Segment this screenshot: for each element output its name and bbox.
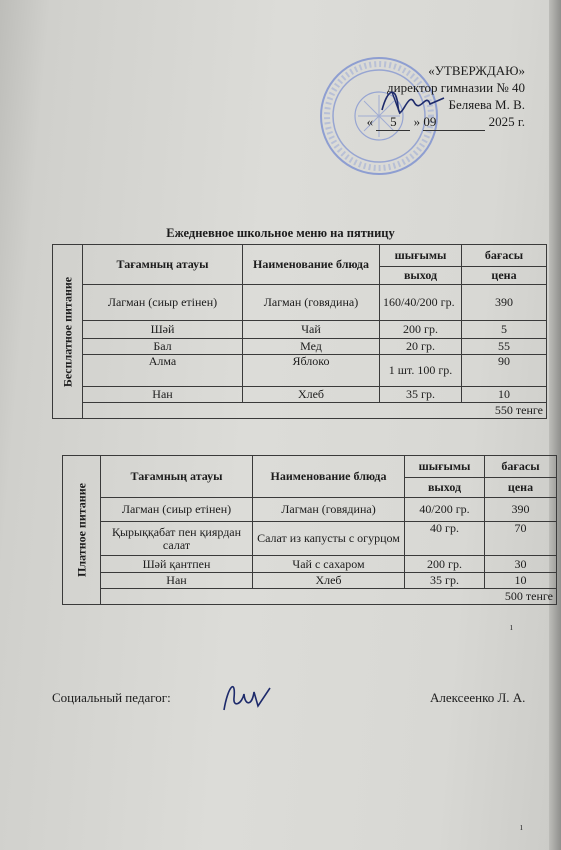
free-meals-side-label: Бесплатное питание	[60, 276, 74, 387]
dish-kz: Алма	[83, 355, 243, 387]
table-row	[53, 355, 547, 387]
dish-kz: Нан	[101, 573, 253, 589]
free-meals-side-label-cell	[53, 245, 83, 419]
dish-output: 40 гр.	[405, 522, 485, 556]
header-price-kz: бағасы	[462, 245, 547, 267]
dish-kz: Нан	[83, 387, 243, 403]
page-edge-shadow	[549, 0, 561, 850]
dish-kz: Қырыққабат пен қиярдан салат	[101, 522, 253, 556]
pedagog-signature	[218, 676, 274, 716]
social-pedagog-label: Социальный педагог:	[52, 690, 171, 705]
dish-kz: Лагман (сиыр етінен)	[101, 498, 253, 522]
header-output-ru: выход	[380, 267, 462, 285]
dish-ru: Хлеб	[243, 387, 380, 403]
paid-meals-side-label-cell	[63, 456, 101, 605]
scan-speck: ı	[510, 622, 513, 633]
dish-output: 1 шт. 100 гр.	[380, 355, 462, 387]
table-row	[53, 285, 547, 321]
paid-meals-table	[62, 455, 557, 605]
dish-ru: Салат из капусты с огурцом	[253, 522, 405, 556]
header-price-ru: цена	[485, 478, 557, 498]
dish-ru: Мед	[243, 339, 380, 355]
approval-position: директор гимназии № 40	[387, 80, 525, 95]
dish-kz: Шәй қантпен	[101, 556, 253, 573]
header-output-ru: выход	[405, 478, 485, 498]
table-row	[63, 573, 557, 589]
dish-price: 70	[485, 522, 557, 556]
dish-kz: Шәй	[83, 321, 243, 339]
free-meals-table	[52, 244, 547, 419]
approval-person: Беляева М. В.	[448, 97, 525, 112]
header-ru-name: Наименование блюда	[253, 456, 405, 498]
dish-ru: Чай с сахаром	[253, 556, 405, 573]
header-price-kz: бағасы	[485, 456, 557, 478]
total-row	[63, 589, 557, 605]
table-row	[53, 387, 547, 403]
dish-kz: Бал	[83, 339, 243, 355]
dish-output: 40/200 гр.	[405, 498, 485, 522]
header-output-kz: шығымы	[405, 456, 485, 478]
header-output-kz: шығымы	[380, 245, 462, 267]
dish-price: 390	[462, 285, 547, 321]
free-meals-total: 550 тенге	[83, 403, 547, 419]
dish-output: 200 гр.	[405, 556, 485, 573]
header-ru-name: Наименование блюда	[243, 245, 380, 285]
table-row	[53, 339, 547, 355]
social-pedagog-name: Алексеенко Л. А.	[430, 690, 526, 705]
table-row	[63, 556, 557, 573]
table-row	[53, 321, 547, 339]
dish-price: 30	[485, 556, 557, 573]
dish-price: 90	[462, 355, 547, 387]
scan-speck: ı	[520, 822, 523, 833]
dish-price: 390	[485, 498, 557, 522]
approval-title: «УТВЕРЖДАЮ»	[428, 63, 525, 78]
header-kz-name: Тағамның атауы	[101, 456, 253, 498]
header-kz-name: Тағамның атауы	[83, 245, 243, 285]
dish-ru: Хлеб	[253, 573, 405, 589]
dish-kz: Лагман (сиыр етінен)	[83, 285, 243, 321]
dish-output: 35 гр.	[380, 387, 462, 403]
date-month: 09	[423, 113, 485, 131]
date-year: 2025 г.	[488, 114, 525, 129]
paid-meals-total: 500 тенге	[101, 589, 557, 605]
dish-price: 5	[462, 321, 547, 339]
dish-ru: Яблоко	[243, 355, 380, 387]
total-row	[53, 403, 547, 419]
date-close-quote: »	[413, 114, 421, 129]
table-row	[63, 522, 557, 556]
date-open-quote: «	[366, 114, 374, 129]
dish-ru: Лагман (говядина)	[253, 498, 405, 522]
dish-price: 10	[462, 387, 547, 403]
dish-price: 10	[485, 573, 557, 589]
dish-ru: Чай	[243, 321, 380, 339]
dish-output: 200 гр.	[380, 321, 462, 339]
dish-output: 35 гр.	[405, 573, 485, 589]
director-signature	[378, 80, 448, 120]
dish-price: 55	[462, 339, 547, 355]
menu-title: Ежедневное школьное меню на пятницу	[166, 226, 395, 240]
dish-ru: Лагман (говядина)	[243, 285, 380, 321]
dish-output: 160/40/200 гр.	[380, 285, 462, 321]
dish-output: 20 гр.	[380, 339, 462, 355]
header-price-ru: цена	[462, 267, 547, 285]
table-row	[63, 498, 557, 522]
paid-meals-side-label: Платное питание	[74, 483, 88, 577]
date-day: 5	[376, 113, 410, 131]
